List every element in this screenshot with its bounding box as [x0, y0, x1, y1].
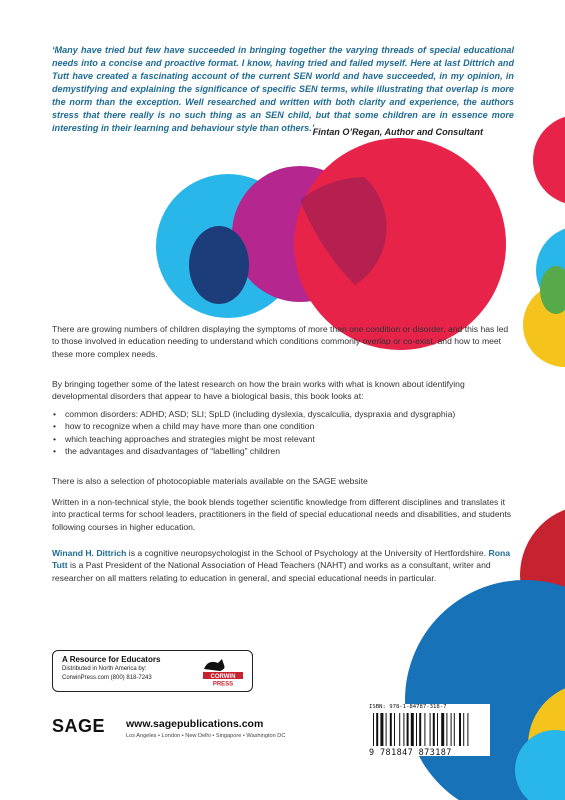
- paragraph-intro: There are growing numbers of children displaying the symptoms of more than one condition or disorder, and this has led to those involved in education needing to understand which conditions commonly overlap or co-exist, and how to meet these more complex needs.: [52, 324, 509, 359]
- author-bio: [52, 547, 514, 584]
- list-item: • common disorders: ADHD; ASD; SLI; SpLD (including dyslexia, dyscalculia, dyspraxia and dysgraphia): [52, 408, 492, 420]
- quote-attribution: Fintan O’Regan, Author and Consultant: [312, 127, 483, 137]
- publisher-block: [52, 716, 352, 746]
- author2-name: Rona Tutt: [52, 548, 510, 571]
- isbn-text: ISBN: 978-1-84787-318-7: [369, 704, 447, 710]
- sage-logo: SAGE: [52, 716, 106, 736]
- author1-bio: is a cognitive neuropsychologist in the School of Psychology at the University of Hertfordshire.: [126, 548, 489, 558]
- publisher-url[interactable]: www.sagepublications.com: [126, 718, 264, 730]
- resource-title: A Resource for Educators: [62, 655, 161, 664]
- paragraph-materials: There is also a selection of photocopiable materials available on the SAGE website: [52, 476, 368, 486]
- resource-contact: CorwinPress.com (800) 818-7243: [62, 675, 152, 681]
- resource-distribution: Distributed in North America by:: [62, 666, 147, 672]
- paragraph-research: By bringing together some of the latest research on how the brain works with what is known about identifying developmental disorders that appear to have a biological basis, this book looks at:: [52, 379, 465, 402]
- author2-bio: is a Past President of the National Association of Head Teachers (NAHT) and works as a consultant, writer and researcher on all matters relating to education in general, and special educational needs in particular.: [52, 560, 491, 583]
- barcode-area: [369, 704, 490, 756]
- list-item: • which teaching approaches and strategies might be most relevant: [52, 433, 492, 445]
- paragraph-style: Written in a non-technical style, the book blends together scientific knowledge from different disciplines and translates it into practical terms for school leaders, practitioners in the field of special educational needs and disabilities, and students following courses in higher education.: [52, 497, 512, 532]
- author1-name: Winand H. Dittrich: [52, 548, 127, 558]
- red-edge-circle: [533, 115, 565, 205]
- corwin-press-logo: [200, 655, 244, 687]
- topics-list: [52, 408, 492, 458]
- barcode-number: 9 781847 873187: [369, 748, 452, 758]
- barcode-icon: [369, 713, 490, 747]
- svg-text:CORWIN: CORWIN: [210, 673, 236, 680]
- list-item: • how to recognize when a child may have more than one condition: [52, 420, 492, 432]
- resource-box: [52, 650, 253, 692]
- navy-overlap: [189, 226, 249, 304]
- svg-text:PRESS: PRESS: [212, 681, 234, 687]
- endorsement-quote: ‘Many have tried but few have succeeded in bringing together the varying threads of special educational needs into a concise and proactive format. I know, having tried and failed myself. Here at last Dittrich and Tutt have created a fascinating account of the current SEN world and have succeeded, in my opinion, in demystifying and explaining the significance of specific SEN terms, while illustrating that overlap is more the norm than the exception. Well researched and written with both clarity and experience, the authors stress that there really is no such thing as an SEN child, but that some children are in essence more interesting in their learning and behaviour style than others.’: [52, 45, 514, 133]
- list-item: • the advantages and disadvantages of “labelling” children: [52, 445, 492, 457]
- publisher-cities: Los Angeles • London • New Delhi • Singapore • Washington DC: [126, 733, 286, 739]
